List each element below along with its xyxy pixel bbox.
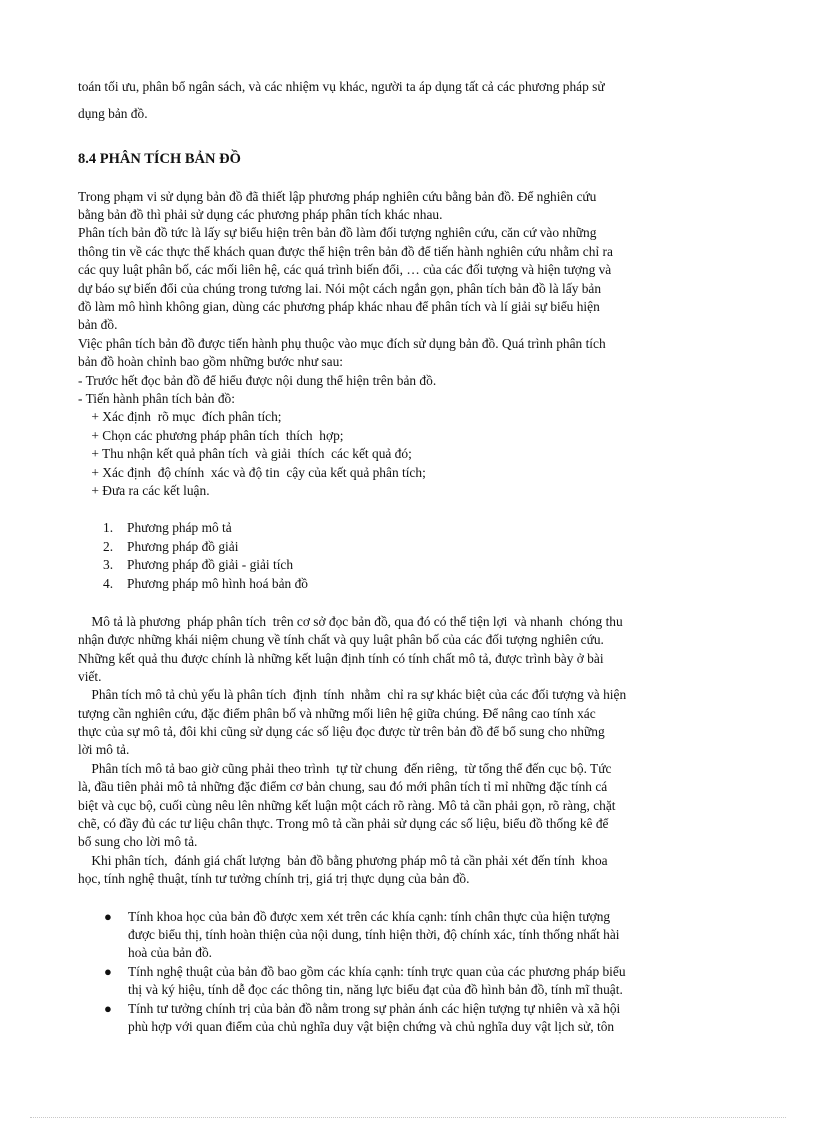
body-line: + Thu nhận kết quả phân tích và giải thích các kết quả đó;	[78, 446, 412, 461]
body-line: tượng cần nghiên cứu, đặc điểm phân bố và những mối liên hệ giữa chúng. Để nâng cao tính xác	[78, 706, 596, 721]
body-line: Việc phân tích bản đồ được tiến hành phụ thuộc vào mục đích sử dụng bản đồ. Quá trình phân tích	[78, 336, 606, 351]
body-line: Phân tích mô tả chủ yếu là phân tích định tính nhằm chỉ ra sự khác biệt của các đối tượng và hiện	[78, 687, 627, 702]
body-line: thông tin về các thực thể khách quan được thể hiện trên bản đồ để tiến hành nghiên cứu nhằm chỉ ra	[78, 244, 613, 259]
body-line: chẽ, có đầy đủ các tư liệu chân thực. Trong mô tả cần phải sử dụng các số liệu, biểu đồ thống kê để	[78, 816, 609, 831]
body-line: + Xác định độ chính xác và độ tin cậy của kết quả phân tích;	[78, 465, 426, 480]
bullet-line: thị và ký hiệu, tính dễ đọc các thông tin, năng lực biểu đạt của đồ hình bản đồ, tính mĩ thuật.	[128, 982, 623, 997]
bullet-icon: ●	[104, 964, 112, 979]
body-line: lời mô tả.	[78, 742, 130, 757]
body-line: Những kết quả thu được chính là những kết luận định tính có tính chất mô tả, được trình bày ở bài	[78, 651, 604, 666]
body-line: dự báo sự biến đổi của chúng trong tương lai. Nói một cách ngắn gọn, phân tích bản đồ là lấy bản	[78, 281, 602, 296]
body-line: nhận được những khái niệm chung về tính chất và quy luật phân bố của các đối tượng nghiên cứu.	[78, 632, 604, 647]
body-line: bổ sung cho lời mô tả.	[78, 834, 198, 849]
body-line: Phân tích mô tả bao giờ cũng phải theo trình tự từ chung đến riêng, từ tổng thể đến cục bộ. Tức	[78, 761, 612, 776]
method-item: Phương pháp mô hình hoá bản đồ	[127, 576, 308, 591]
method-item: Phương pháp đồ giải	[127, 539, 239, 554]
body-line: các quy luật phân bố, các mối liên hệ, các quá trình biến đổi, … của các đối tượng và hiện tượng và	[78, 262, 612, 277]
body-line: Trong phạm vi sử dụng bản đồ đã thiết lập phương pháp nghiên cứu bằng bản đồ. Để nghiên cứu	[78, 189, 597, 204]
method-item: Phương pháp đồ giải - giải tích	[127, 557, 294, 572]
body-line: biệt và cục bộ, cuối cùng nêu lên những kết luận một cách rõ ràng. Mô tả cần phải gọn, rõ ràng, chặt	[78, 798, 616, 813]
method-number: 4.	[103, 576, 114, 591]
body-line: - Tiến hành phân tích bản đồ:	[78, 391, 235, 406]
method-item: Phương pháp mô tả	[127, 520, 232, 535]
body-line: Mô tả là phương pháp phân tích trên cơ sở đọc bản đồ, qua đó có thể tiện lợi và nhanh chóng thu	[78, 614, 623, 629]
body-line: - Trước hết đọc bản đồ để hiểu được nội dung thể hiện trên bản đồ.	[78, 373, 437, 388]
body-line: bản đồ.	[78, 317, 118, 332]
bullet-icon: ●	[104, 1001, 112, 1016]
body-line: học, tính nghệ thuật, tính tư tưởng chính trị, giá trị thực dụng của bản đồ.	[78, 871, 470, 886]
body-line: + Chọn các phương pháp phân tích thích hợp;	[78, 428, 344, 443]
bullet-line: Tính khoa học của bản đồ được xem xét trên các khía cạnh: tính chân thực của hiện tượng	[128, 909, 611, 924]
bullet-line: Tính nghệ thuật của bản đồ bao gồm các khía cạnh: tính trực quan của các phương pháp biểu	[128, 964, 626, 979]
body-line: thực của sự mô tả, đôi khi cũng sử dụng các số liệu đọc được từ trên bản đồ để bổ sung cho những	[78, 724, 605, 739]
intro-line: dụng bản đồ.	[78, 106, 148, 121]
method-number: 2.	[103, 539, 114, 554]
body-line: + Đưa ra các kết luận.	[78, 483, 210, 498]
body-line: + Xác định rõ mục đích phân tích;	[78, 409, 282, 424]
section-heading: 8.4 PHÂN TÍCH BẢN ĐỒ	[78, 151, 241, 167]
page-bottom-divider	[30, 1117, 786, 1118]
body-line: là, đầu tiên phải mô tả những đặc điểm cơ bản chung, sau đó mới phân tích tỉ mỉ những đặc tính cá	[78, 779, 608, 794]
body-line: Khi phân tích, đánh giá chất lượng bản đồ bằng phương pháp mô tả cần phải xét đến tính khoa	[78, 853, 608, 868]
bullet-line: phù hợp với quan điểm của chủ nghĩa duy vật biện chứng và chủ nghĩa duy vật lịch sử, tôn	[128, 1019, 615, 1034]
bullet-line: được biểu thị, tính hoàn thiện của nội dung, tính hiện thời, độ chính xác, tính thống nhất hài	[128, 927, 620, 942]
body-line: viết.	[78, 669, 102, 684]
bullet-icon: ●	[104, 909, 112, 924]
body-line: bản đồ hoàn chỉnh bao gồm những bước như sau:	[78, 354, 344, 369]
method-number: 1.	[103, 520, 114, 535]
body-line: đồ làm mô hình không gian, dùng các phương pháp khác nhau để phân tích và lí giải sự biểu hiện	[78, 299, 600, 314]
bullet-line: hoà của bản đồ.	[128, 945, 213, 960]
body-line: bằng bản đồ thì phải sử dụng các phương pháp phân tích khác nhau.	[78, 207, 443, 222]
method-number: 3.	[103, 557, 114, 572]
bullet-line: Tính tư tưởng chính trị của bản đồ nằm trong sự phản ánh các hiện tượng tự nhiên và xã hội	[128, 1001, 621, 1016]
body-line: Phân tích bản đồ tức là lấy sự biểu hiện trên bản đồ làm đối tượng nghiên cứu, căn cứ vào những	[78, 225, 597, 240]
intro-line: toán tối ưu, phân bổ ngân sách, và các nhiệm vụ khác, người ta áp dụng tất cả các phương pháp sử	[78, 79, 605, 94]
